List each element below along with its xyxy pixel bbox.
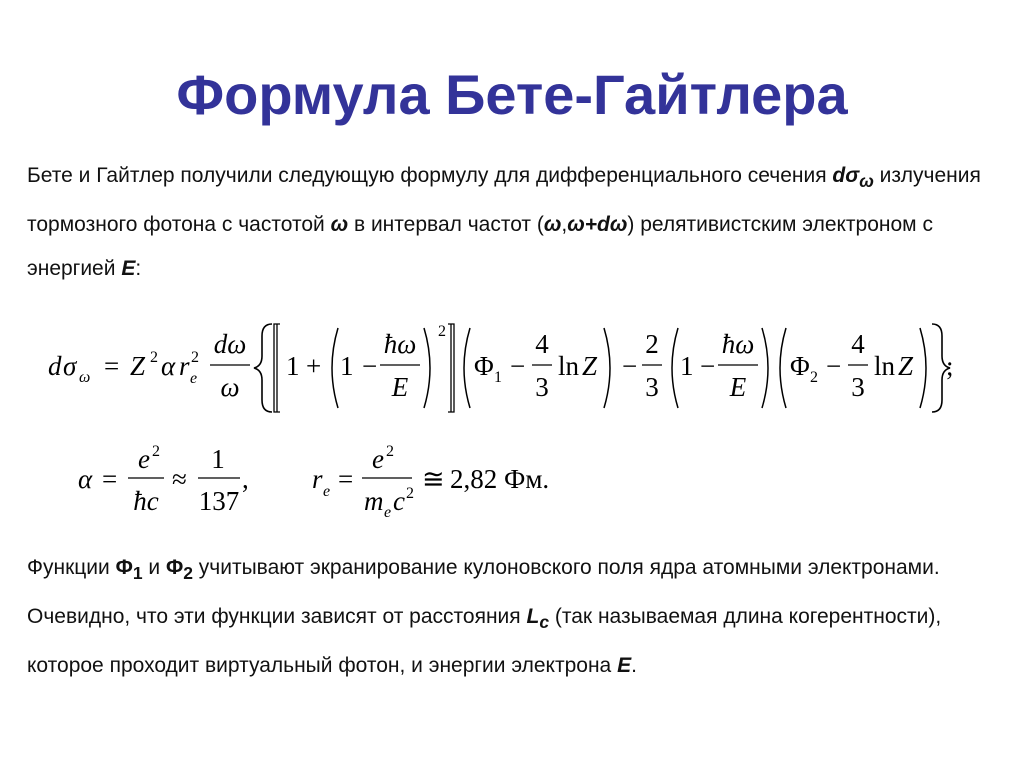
f2-e: e xyxy=(138,444,150,474)
interval-end: ω+dω xyxy=(567,213,628,237)
f1-minus: − xyxy=(362,351,378,381)
f2-c: c xyxy=(393,486,405,516)
f1-sigma-sub: ω xyxy=(79,369,91,386)
outro-text-4: . xyxy=(631,654,637,678)
f1-paren-open-4 xyxy=(780,328,786,408)
f1-four-b: 4 xyxy=(851,329,865,359)
intro-text-5: : xyxy=(135,257,142,281)
f1-Z-exp: 2 xyxy=(150,349,158,366)
f1-one-c: 1 xyxy=(680,351,694,381)
intro-paragraph xyxy=(27,154,1002,291)
f1-three-c: 3 xyxy=(851,372,865,402)
f2-e-b: e xyxy=(372,444,384,474)
outro-paragraph xyxy=(27,546,1002,688)
energy-symbol: E xyxy=(121,257,136,281)
f1-left-bracket xyxy=(274,324,280,412)
intro-text-1: Бете и Гайтлер получили следующую формулу для дифференциального сечения xyxy=(27,164,833,187)
phi1-symbol: $\Phi_1$ xyxy=(115,556,143,584)
f2-m: m xyxy=(364,486,384,516)
f1-E: E xyxy=(391,372,409,402)
f1-r-exp: 2 xyxy=(191,349,199,366)
f1-frac-den: ω xyxy=(220,372,240,402)
f1-four: 4 xyxy=(535,329,549,359)
intro-text-2: излучения тормозного фотона с частотой xyxy=(27,164,981,237)
slide-title: Формула Бете-Гайтлера xyxy=(176,63,848,126)
f2-eq-b: = xyxy=(338,464,354,494)
f2-value: 2,82 Фм. xyxy=(450,464,550,494)
f1-paren-open-3 xyxy=(672,328,678,408)
intro-text-3: в интервал частот ( xyxy=(348,213,544,237)
f2-m-sub: e xyxy=(384,504,392,521)
f1-E-b: E xyxy=(729,372,747,402)
f1-three-b: 3 xyxy=(645,372,659,402)
f1-minus-2: − xyxy=(510,351,526,381)
energy-symbol-2: E xyxy=(617,654,632,678)
f1-alpha: α xyxy=(161,351,176,381)
f2-one: 1 xyxy=(211,444,225,474)
f1-paren-open-2 xyxy=(464,328,470,408)
f1-Zc-b: Z xyxy=(898,351,914,381)
f1-right-bracket xyxy=(448,324,454,412)
f2-hc: ħc xyxy=(133,486,159,516)
f1-hw-b: ħω xyxy=(721,329,755,359)
f1-ln: ln xyxy=(558,351,580,381)
phi2-symbol: $\Phi_2$ xyxy=(165,556,193,584)
f1-minus-5: − xyxy=(826,351,842,381)
f1-two: 2 xyxy=(645,329,659,359)
f2-e-exp: 2 xyxy=(152,443,160,460)
f1-sigma: σ xyxy=(63,351,77,381)
f2-alpha: α xyxy=(78,464,93,494)
f1-three: 3 xyxy=(535,372,549,402)
f2-c-exp: 2 xyxy=(406,485,414,502)
f1-r-sub: e xyxy=(190,370,198,387)
f1-one: 1 xyxy=(286,351,300,381)
f2-cong: ≅ xyxy=(422,464,445,494)
f2-137: 137 xyxy=(198,486,240,516)
f1-minus-4: − xyxy=(700,351,716,381)
outro-text-3: (так называемая длина когерентности), которое проходит виртуальный фотон, и энергии электрона xyxy=(27,605,942,678)
omega-symbol: ω xyxy=(330,213,349,237)
intro-text-4: ) релятивистским электроном с энергией xyxy=(27,213,933,281)
f1-frac-num: dω xyxy=(213,329,247,359)
f1-paren-close-4 xyxy=(920,328,926,408)
f2-r-sub: e xyxy=(323,483,331,500)
f2-eq: = xyxy=(102,464,118,494)
f1-paren-open-1 xyxy=(332,328,338,408)
f2-approx: ≈ xyxy=(172,464,187,494)
f2-comma: , xyxy=(242,464,249,494)
outro-and: и xyxy=(142,556,166,579)
f1-r: r xyxy=(179,351,190,381)
f1-phi2: Φ xyxy=(790,351,810,381)
f2-e-exp-b: 2 xyxy=(386,443,394,460)
f1-left-brace xyxy=(254,324,272,412)
f1-Z: Z xyxy=(130,351,146,381)
f1-sq: 2 xyxy=(438,323,446,340)
coherence-length-symbol: $L_c$ xyxy=(526,605,550,633)
f1-semicolon: ; xyxy=(946,351,954,381)
f1-Zc: Z xyxy=(582,351,598,381)
f1-phi1-sub: 1 xyxy=(494,369,502,386)
bethe-heitler-formula xyxy=(40,318,970,418)
f1-phi1: Φ xyxy=(474,351,494,381)
f1-eq: = xyxy=(104,351,120,381)
f1-phi2-sub: 2 xyxy=(810,369,818,386)
constants-formula xyxy=(72,440,592,530)
outro-text-2: учитывают экранирование кулоновского поля ядра атомными электронами. Очевидно, что эти функции зависят от расстояния xyxy=(27,556,940,629)
f1-paren-close-2 xyxy=(604,328,610,408)
f1-paren-close-3 xyxy=(762,328,768,408)
f1-ln-b: ln xyxy=(874,351,896,381)
f1-paren-close-1 xyxy=(424,328,430,408)
interval-start: ω xyxy=(543,213,562,237)
dsigma-symbol: $d\sigma_\omega$ xyxy=(832,164,874,192)
f1-one-b: 1 xyxy=(340,351,354,381)
f1-minus-3: − xyxy=(622,351,638,381)
f2-r: r xyxy=(312,464,323,494)
interval-comma: , xyxy=(561,213,568,237)
outro-text-1: Функции xyxy=(27,556,116,579)
f1-hw: ħω xyxy=(383,329,417,359)
f1-d: d xyxy=(48,351,62,381)
f1-plus: + xyxy=(306,351,322,381)
